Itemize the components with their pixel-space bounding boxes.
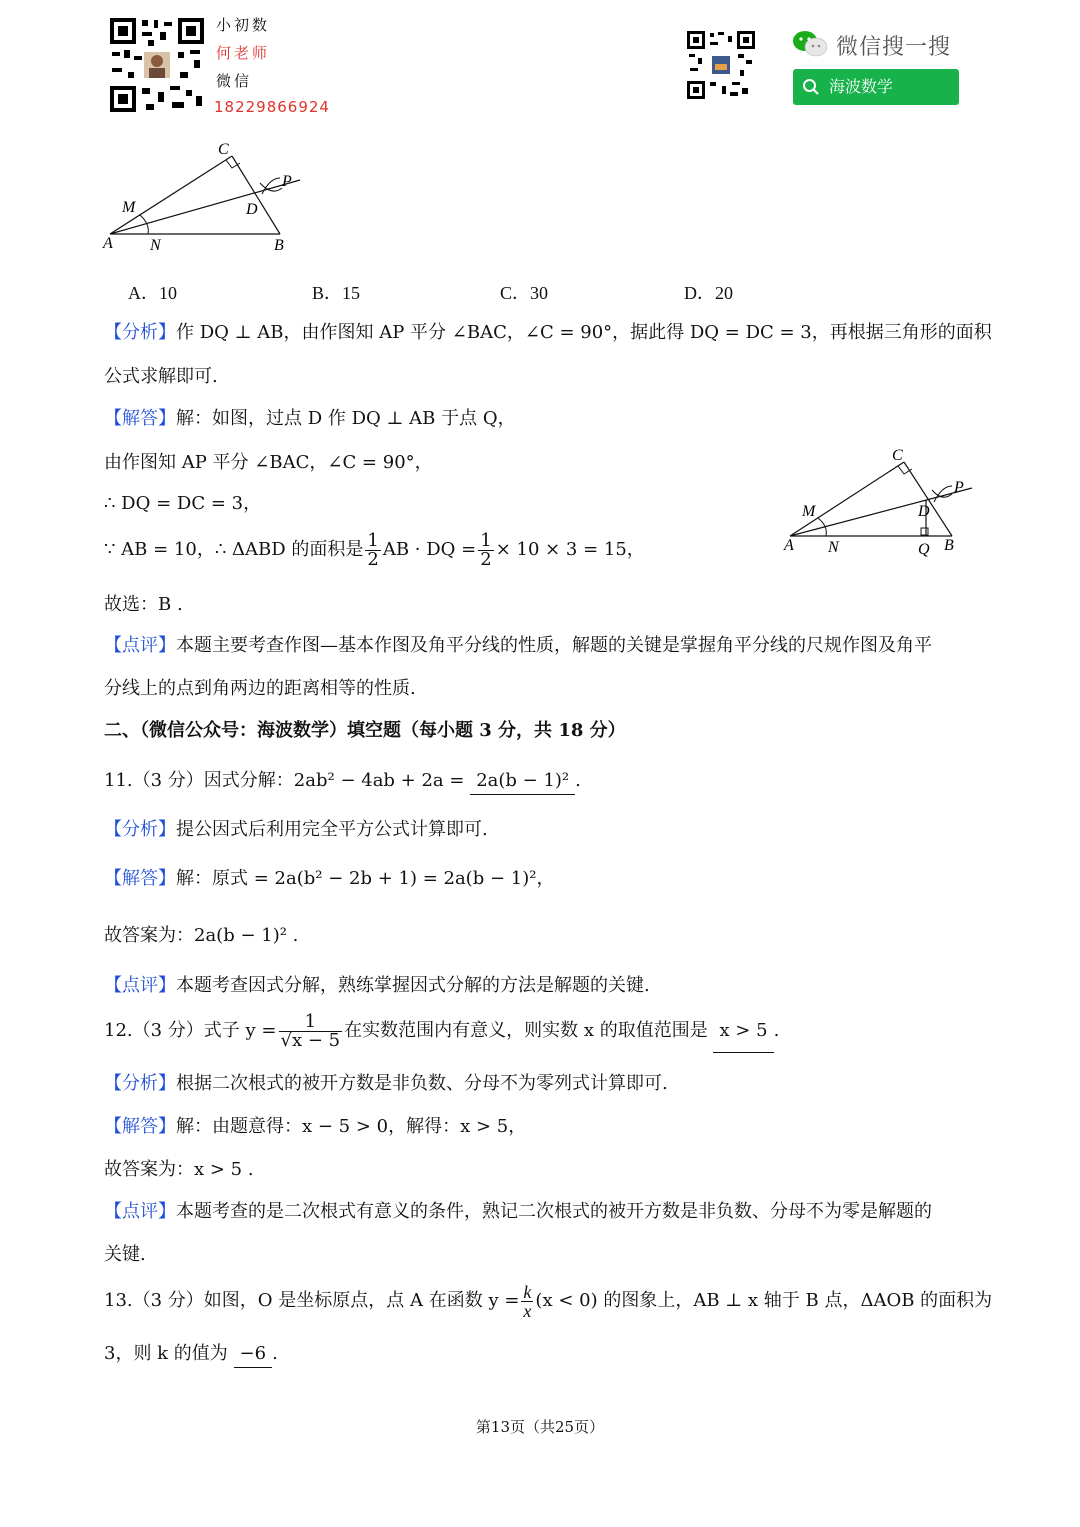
- answer-tag: 【解答】: [104, 1116, 176, 1137]
- q12-analysis: 【分析】根据二次根式的被开方数是非负数、分母不为零列式计算即可.: [104, 1073, 668, 1094]
- option-c: C．30: [500, 283, 549, 303]
- option-d: D．20: [684, 283, 733, 303]
- search-icon: [802, 78, 820, 96]
- wechat-search-label: 海波数学: [829, 77, 894, 96]
- q12-review-line-1: 【点评】本题考查的是二次根式有意义的条件，熟记二次根式的被开方数是非负数、分母不为零是解题的: [104, 1201, 932, 1222]
- q12-answer: 【解答】解：由题意得：x − 5 > 0，解得：x > 5，: [104, 1116, 527, 1137]
- fraction-half-2: $\frac{1}{2}$: [480, 529, 492, 570]
- wechat-search-button[interactable]: [793, 69, 959, 105]
- answer-tag: 【解答】: [104, 408, 176, 429]
- analysis-tag: 【分析】: [104, 819, 176, 840]
- q12-review-line-2: 关键.: [104, 1244, 146, 1265]
- review-tag: 【点评】: [104, 1201, 176, 1222]
- label-m: M: [802, 503, 816, 520]
- label-p: P: [282, 173, 292, 190]
- q10-answer-line-2: 由作图知 AP 平分 ∠BAC，∠C = 90°，: [104, 452, 433, 473]
- qr-code-wechat: [686, 30, 756, 100]
- label-b: B: [944, 537, 954, 554]
- label-a: A: [103, 235, 113, 252]
- q10-answer-line-4: ∵ AB = 10，∴ ΔABD 的面积是 $\frac{1}{2}$ AB · DQ = $\frac{1}{2}$ × 10 × 3 = 15，: [104, 529, 645, 570]
- q12-answer-blank: x > 5: [713, 1010, 773, 1053]
- label-m: M: [122, 199, 136, 216]
- label-q: Q: [918, 541, 930, 558]
- triangle-figure-2: [780, 444, 980, 562]
- section-2-title: 二、（微信公众号：海波数学）填空题（每小题 3 分，共 18 分）: [104, 720, 626, 741]
- option-b: B．15: [312, 283, 361, 303]
- label-a: A: [784, 537, 794, 554]
- q10-answer-line-3: ∴ DQ = DC = 3，: [104, 493, 262, 514]
- contact-phone: 18229866924: [214, 98, 330, 116]
- answer-tag: 【解答】: [104, 868, 176, 889]
- wechat-search-title: 微信搜一搜: [836, 35, 952, 60]
- contact-line-1: 小初数: [216, 16, 271, 34]
- label-d: D: [918, 503, 930, 520]
- q11-answer: 【解答】解：原式 = 2a(b² − 2b + 1) = 2a(b − 1)²，: [104, 868, 555, 889]
- q13-answer-blank: −6: [234, 1341, 273, 1368]
- q12-fraction: $\frac{1}{√x - 5}$: [280, 1010, 341, 1051]
- label-n: N: [150, 237, 161, 254]
- contact-line-3: 微信: [216, 72, 253, 90]
- q11-analysis: 【分析】提公因式后利用完全平方公式计算即可.: [104, 819, 488, 840]
- q10-choice: 故选：B .: [104, 594, 183, 615]
- q11-stem: 11.（3 分）因式分解：2ab² − 4ab + 2a = 2a(b − 1)² .: [104, 768, 581, 795]
- q11-final: 故答案为：2a(b − 1)² .: [104, 925, 299, 946]
- q10-review-line-2: 分线上的点到角两边的距离相等的性质.: [104, 678, 416, 699]
- q11-answer-blank: 2a(b − 1)²: [470, 768, 575, 795]
- fraction-half: $\frac{1}{2}$: [367, 529, 379, 570]
- page-footer: 第13页（共25页）: [475, 1418, 605, 1436]
- q13-fraction: $\frac{k}{x}$: [523, 1281, 532, 1321]
- q10-answer-line-1: 【解答】解：如图，过点 D 作 DQ ⊥ AB 于点 Q，: [104, 408, 516, 429]
- label-n: N: [828, 539, 839, 556]
- q11-review: 【点评】本题考查因式分解，熟练掌握因式分解的方法是解题的关键.: [104, 975, 650, 996]
- triangle-figure-1: [100, 138, 310, 256]
- q10-analysis-line-2: 公式求解即可.: [104, 366, 218, 387]
- label-p: P: [954, 479, 964, 496]
- label-b: B: [274, 237, 284, 254]
- q10-review-line-1: 【点评】本题主要考查作图—基本作图及角平分线的性质，解题的关键是掌握角平分线的尺规作图及角平: [104, 635, 932, 656]
- label-c: C: [218, 141, 229, 158]
- analysis-tag: 【分析】: [104, 322, 176, 343]
- qr-code-teacher: [108, 16, 206, 114]
- q13-stem-line-1: 13.（3 分）如图，O 是坐标原点，点 A 在函数 y = $\frac{k}{x}$ (x < 0) 的图象上，AB ⊥ x 轴于 B 点，ΔAOB 的面积为: [104, 1281, 993, 1321]
- option-a: A．10: [128, 283, 177, 303]
- q10-analysis-line-1: 【分析】作 DQ ⊥ AB，由作图知 AP 平分 ∠BAC，∠C = 90°，据此得 DQ = DC = 3，再根据三角形的面积: [104, 322, 992, 343]
- wechat-logo-icon: [792, 30, 828, 58]
- review-tag: 【点评】: [104, 975, 176, 996]
- q12-final: 故答案为：x > 5 .: [104, 1159, 254, 1180]
- label-d: D: [246, 201, 258, 218]
- label-c: C: [892, 447, 903, 464]
- analysis-tag: 【分析】: [104, 1073, 176, 1094]
- review-tag: 【点评】: [104, 635, 176, 656]
- q12-stem: 12.（3 分）式子 y = $\frac{1}{√x - 5}$ 在实数范围内有意义，则实数 x 的取值范围是 x > 5 .: [104, 1010, 779, 1053]
- contact-line-2: 何老师: [216, 44, 271, 62]
- q13-stem-line-2: 3，则 k 的值为 −6 .: [104, 1341, 278, 1368]
